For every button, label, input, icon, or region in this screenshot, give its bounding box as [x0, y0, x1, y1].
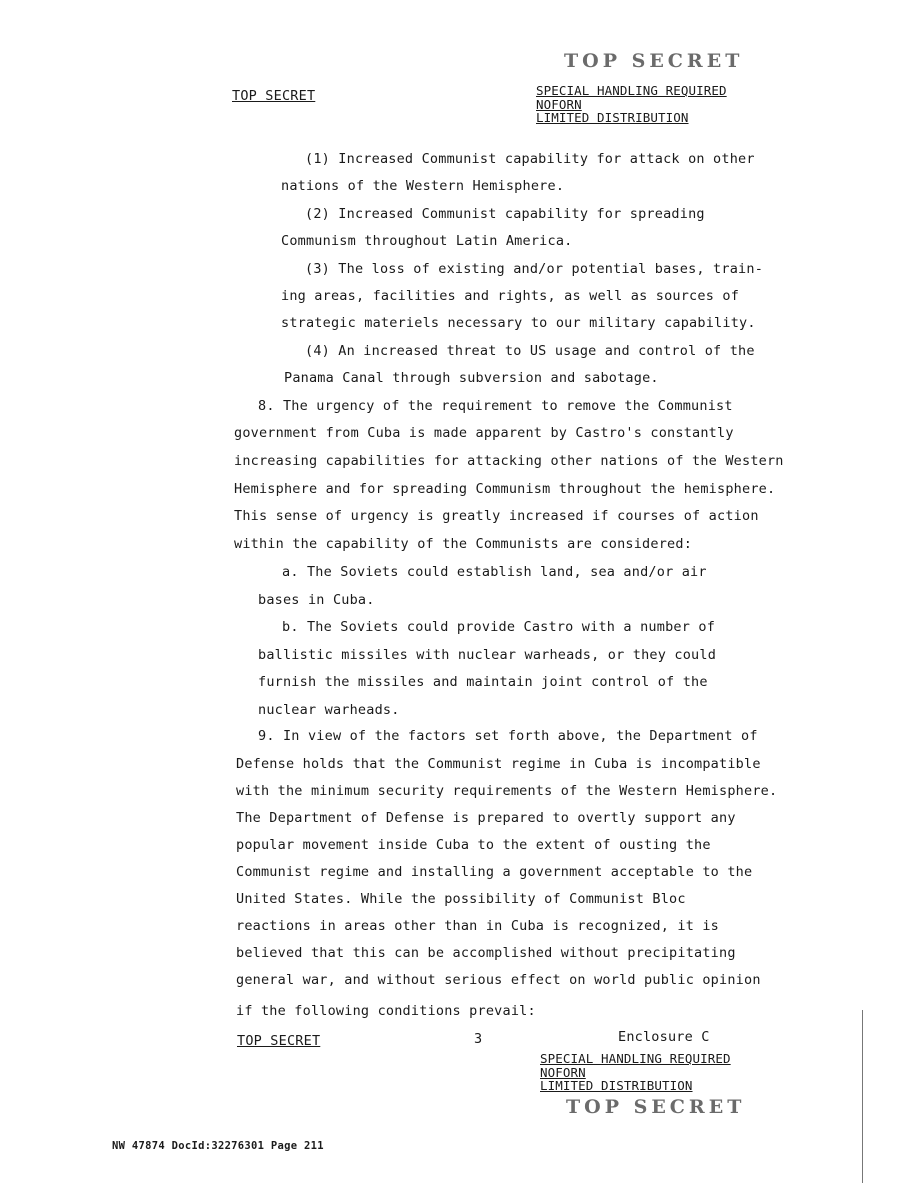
header-noforn-line: NOFORN	[536, 96, 582, 112]
body-line: Communism throughout Latin America.	[281, 233, 573, 249]
body-line: with the minimum security requirements of the Western Hemisphere.	[236, 783, 778, 799]
header-handling-line: SPECIAL HANDLING REQUIRED	[536, 83, 727, 98]
body-line: nuclear warheads.	[258, 702, 400, 718]
header-handling-block	[536, 84, 727, 125]
body-line: (3) The loss of existing and/or potential bases, train-	[305, 261, 764, 277]
body-line: a. The Soviets could establish land, sea and/or air	[282, 564, 707, 580]
body-line: Defense holds that the Communist regime in Cuba is incompatible	[236, 756, 761, 772]
body-line: popular movement inside Cuba to the extent of ousting the	[236, 837, 711, 853]
body-line: b. The Soviets could provide Castro with a number of	[282, 619, 716, 635]
header-distribution-line: LIMITED DISTRIBUTION	[536, 110, 689, 125]
body-line: nations of the Western Hemisphere.	[281, 178, 565, 194]
body-line: if the following conditions prevail:	[236, 1003, 536, 1019]
body-line: (1) Increased Communist capability for attack on other	[305, 151, 755, 167]
body-line: Panama Canal through subversion and sabotage.	[284, 370, 659, 386]
footer-noforn-line: NOFORN	[540, 1064, 586, 1080]
body-line: ballistic missiles with nuclear warheads, or they could	[258, 647, 717, 663]
body-line: 9. In view of the factors set forth above, the Department of	[258, 728, 758, 744]
body-line: Hemisphere and for spreading Communism throughout the hemisphere.	[234, 481, 776, 497]
body-line: government from Cuba is made apparent by Castro's constantly	[234, 425, 734, 441]
body-line: within the capability of the Communists are considered:	[234, 536, 693, 552]
page-number: 3	[474, 1031, 483, 1047]
body-line: 8. The urgency of the requirement to remove the Communist	[258, 398, 733, 414]
footer-handling-block	[540, 1052, 731, 1093]
footer-distribution-line: LIMITED DISTRIBUTION	[540, 1078, 693, 1093]
body-line: bases in Cuba.	[258, 592, 375, 608]
body-line: This sense of urgency is greatly increased if courses of action	[234, 508, 759, 524]
body-line: ing areas, facilities and rights, as well as sources of	[281, 288, 740, 304]
body-line: furnish the missiles and maintain joint control of the	[258, 674, 708, 690]
body-line: believed that this can be accomplished without precipitating	[236, 945, 736, 961]
top-secret-stamp-header: TOP SECRET	[564, 50, 744, 72]
body-line: strategic materiels necessary to our military capability.	[281, 315, 756, 331]
top-secret-stamp-footer: TOP SECRET	[566, 1096, 746, 1118]
body-line: Communist regime and installing a government acceptable to the	[236, 864, 753, 880]
body-line: general war, and without serious effect on world public opinion	[236, 972, 761, 988]
body-line: reactions in areas other than in Cuba is recognized, it is	[236, 918, 720, 934]
body-line: (4) An increased threat to US usage and control of the	[305, 343, 755, 359]
document-id: NW 47874 DocId:32276301 Page 211	[112, 1140, 324, 1152]
body-line: The Department of Defense is prepared to overtly support any	[236, 810, 736, 826]
body-line: increasing capabilities for attacking other nations of the Western	[234, 453, 784, 469]
footer-classification: TOP SECRET	[237, 1033, 321, 1049]
enclosure-label: Enclosure C	[618, 1029, 710, 1045]
body-line: United States. While the possibility of Communist Bloc	[236, 891, 686, 907]
header-classification: TOP SECRET	[232, 88, 316, 104]
footer-handling-line: SPECIAL HANDLING REQUIRED	[540, 1051, 731, 1066]
scan-edge-line	[862, 1010, 863, 1183]
body-line: (2) Increased Communist capability for spreading	[305, 206, 705, 222]
